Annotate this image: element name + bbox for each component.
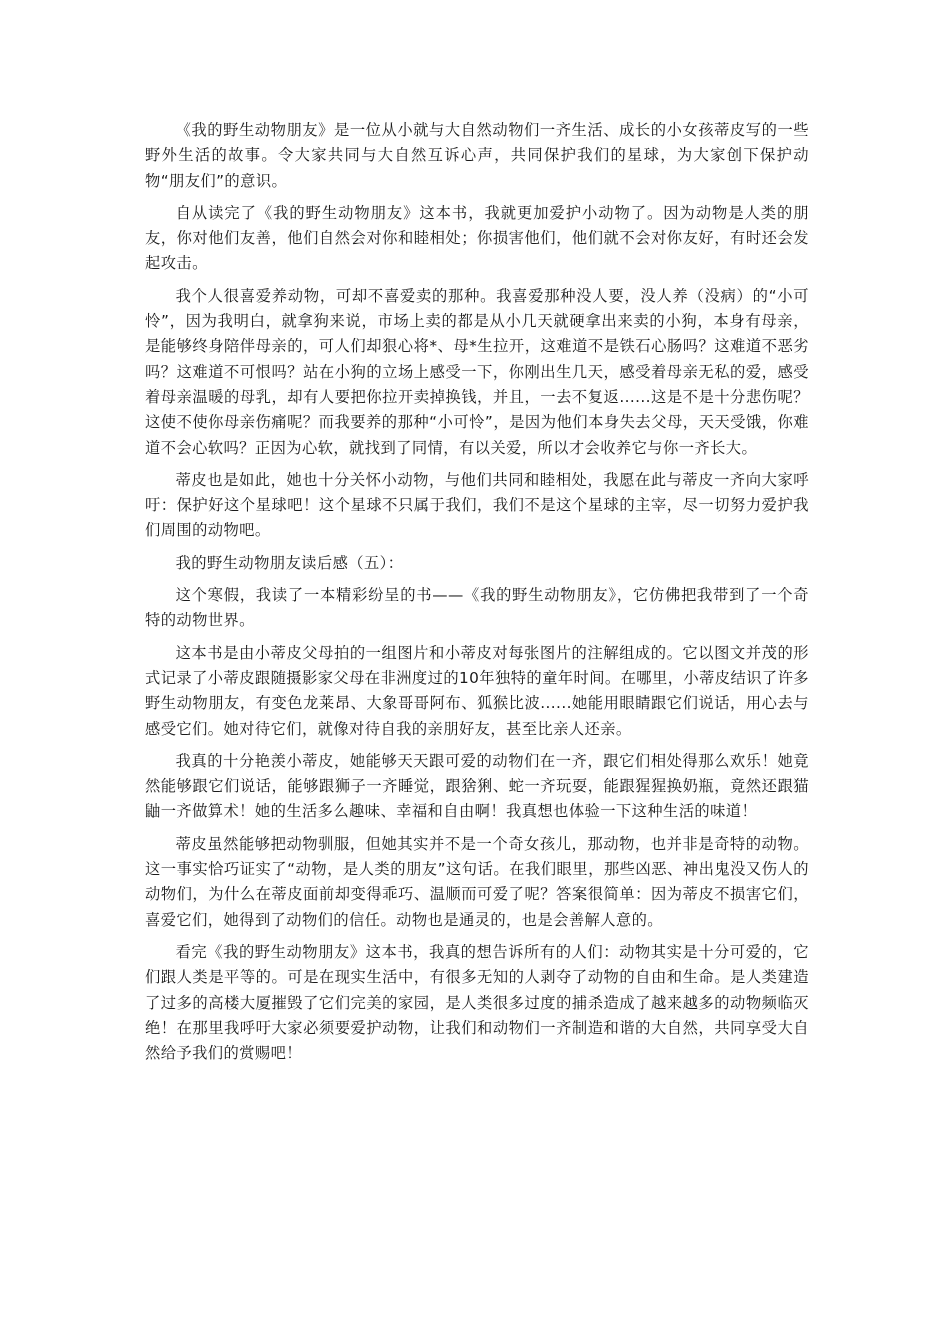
paragraph-book-description: 这本书是由小蒂皮父母拍的一组图片和小蒂皮对每张图片的注解组成的。它以图文并茂的形式记录了小蒂皮跟随摄影家父母在非洲度过的10年独特的童年时间。在哪里，小蒂皮结识了许多野生动物朋友，有变色龙莱昂、大象哥哥阿布、狐猴比波......她能用眼睛跟它们说话，用心去与感受它们。她对待它们，就像对待自我的亲朋好友，甚至比亲人还亲。 (145, 643, 809, 738)
paragraph-after-reading: 自从读完了《我的野生动物朋友》这本书，我就更加爱护小动物了。因为动物是人类的朋友，你对他们友善，他们自然会对你和睦相处；你损害他们，他们就不会对你友好，有时还会发起攻击。 (145, 203, 809, 273)
paragraph-envy: 我真的十分艳羡小蒂皮，她能够天天跟可爱的动物们在一齐，跟它们相处得那么欢乐！她竟然能够跟它们说话，能够跟狮子一齐睡觉，跟猞猁、蛇一齐玩耍，能跟猩猩换奶瓶，竟然还跟猫鼬一齐做算术！她的生活多么趣味、幸福和自由啊！我真想也体验一下这种生活的味道！ (145, 751, 809, 821)
paragraph-intro: 《我的野生动物朋友》是一位从小就与大自然动物们一齐生活、成长的小女孩蒂皮写的一些野外生活的故事。令大家共同与大自然互诉心声，共同保护我们的星球，为大家创下保护动物“朋友们”的意识。 (145, 121, 809, 190)
paragraph-tippi-appeal: 蒂皮也是如此，她也十分关怀小动物，与他们共同和睦相处，我愿在此与蒂皮一齐向大家呼吁：保护好这个星球吧！这个星球不只属于我们，我们不是这个星球的主宰，尽一切努力爱护我们周围的动物吧。 (145, 470, 809, 540)
paragraph-friendship: 蒂皮虽然能够把动物驯服，但她其实并不是一个奇女孩儿，那动物，也并非是奇特的动物。这一事实恰巧证实了“动物，是人类的朋友”这句话。在我们眼里，那些凶恶、神出鬼没又伤人的动物们，为什么在蒂皮面前却变得乖巧、温顺而可爱了呢？答案很简单：因为蒂皮不损害它们，喜爱它们，她得到了动物们的信任。动物也是通灵的，也是会善解人意的。 (145, 834, 809, 929)
section-heading: 我的野生动物朋友读后感（五）： (175, 553, 404, 572)
paragraph-pets: 我个人很喜爱养动物，可却不喜爱卖的那种。我喜爱那种没人要，没人养（没病）的“小可怜”，因为我明白，就拿狗来说，市场上卖的都是从小几天就硬拿出来卖的小狗，本身有母亲，是能够终身陪伴母亲的，可人们却狠心将*、母*生拉开，这难道不是铁石心肠吗？这难道不恶劣吗？这难道不可恨吗？站在小狗的立场上感受一下，你刚出生几天，感受着母亲无私的爱，感受着母亲温暖的母乳，却有人要把你拉开卖掉换钱，并且，一去不复返......这是不是十分悲伤呢？这使不使你母亲伤痛呢？而我要养的那种“小可怜”，是因为他们本身失去父母，天天受饿，你难道不会心软吗？正因为心软，就找到了同情，有以关爱，所以才会收养它与你一齐长大。 (145, 286, 809, 457)
paragraph-conclusion: 看完《我的野生动物朋友》这本书，我真的想告诉所有的人们：动物其实是十分可爱的，它们跟人类是平等的。可是在现实生活中，有很多无知的人剥夺了动物的自由和生命。是人类建造了过多的高楼大厦摧毁了它们完美的家园，是人类很多过度的捕杀造成了越来越多的动物频临灭绝！在那里我呼吁大家必须要爱护动物，让我们和动物们一齐制造和谐的大自然，共同享受大自然给予我们的赏赐吧！ (145, 942, 809, 1063)
paragraph-winter-break: 这个寒假，我读了一本精彩纷呈的书——《我的野生动物朋友》，它仿佛把我带到了一个奇特的动物世界。 (145, 586, 809, 630)
document-body (145, 118, 809, 1073)
